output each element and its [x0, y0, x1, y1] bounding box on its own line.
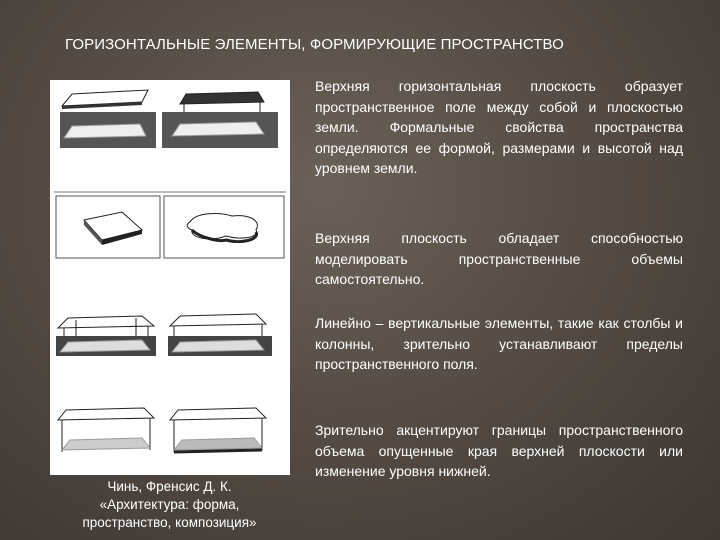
sketch-pavilion-four-posts	[56, 316, 156, 356]
paragraph-vertical-elements: Линейно – вертикальные элементы, такие как столбы и колонны, зрительно устанавливают пределы пространственного поля.	[315, 315, 683, 372]
architectural-planes-illustration-icon	[50, 80, 290, 475]
illustration-panel	[50, 80, 290, 475]
paragraph-accent-boundaries: Зрительно акцентируют границы пространственного объема опущенные края верхней плоскости или изменение уровня нижней.	[315, 422, 683, 479]
slide-title: ГОРИЗОНТАЛЬНЫЕ ЭЛЕМЕНТЫ, ФОРМИРУЮЩИЕ ПРОСТРАНСТВО	[65, 36, 564, 53]
citation-title-line1: «Архитектура: форма,	[99, 497, 240, 512]
citation-title-line2: пространство, композиция»	[82, 515, 257, 530]
sketch-pavilion-raised-floor	[170, 408, 266, 452]
sketch-pavilion-dropped-edges	[58, 408, 154, 452]
paragraph-upper-plane: Верхняя горизонтальная плоскость образует пространственное поле между собой и плоскостью земли. Формальные свойства пространства определяются ее формой, размерами и высотой над уровнем земли.	[315, 78, 683, 176]
sketch-pavilion-thin-roof	[168, 314, 272, 356]
citation-author: Чинь, Френсис Д. К.	[107, 479, 232, 494]
sketch-cloud-plane	[187, 214, 257, 242]
book-citation	[42, 478, 297, 532]
sketch-tilted-square-plane	[84, 212, 142, 245]
sketch-plane-with-columns	[162, 92, 278, 148]
paragraph-plane-modeling: Верхняя плоскость обладает способностью моделировать пространственные объемы самостоятельно.	[315, 230, 683, 287]
sketch-floating-plane-over-ground	[60, 90, 156, 148]
